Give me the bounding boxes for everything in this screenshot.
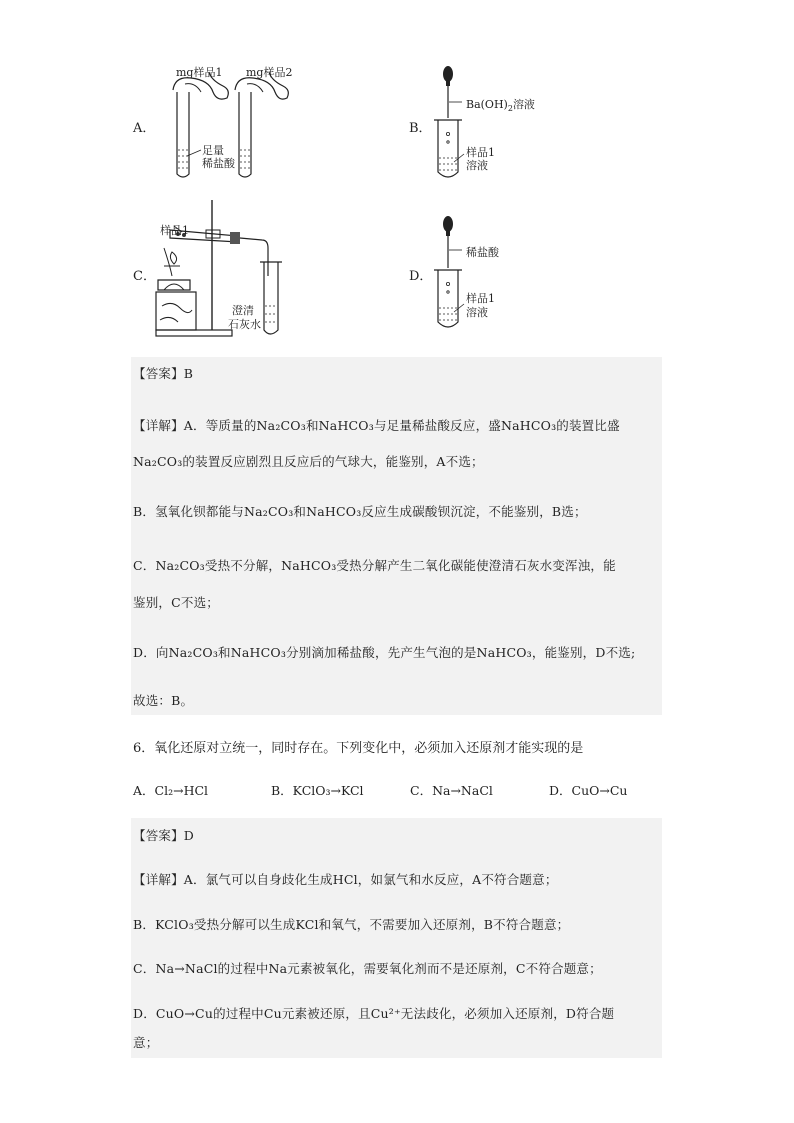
q6-detail-d-line2: 意； (133, 1035, 159, 1050)
q5-answer: 【答案】B (133, 366, 194, 381)
q6-option-a: A．Cl₂→HCl (133, 783, 209, 798)
figure-a-label-sample1: mg样品1 (176, 66, 223, 79)
figure-c-label-lime-2: 石灰水 (228, 318, 261, 331)
q6-option-c: C．Na→NaCl (410, 783, 493, 798)
figure-b-label-sample-2: 溶液 (466, 159, 488, 172)
figure-b-label-sample-1: 样品1 (466, 146, 495, 159)
figure-d-label-reagent: 稀盐酸 (466, 246, 499, 259)
option-a-letter: A． (133, 121, 156, 136)
q6-detail-d-line1: D．CuO→Cu的过程中Cu元素被还原，且Cu²⁺无法歧化，必须加入还原剂，D符合题 (133, 1006, 615, 1021)
figure-d-label-sample-2: 溶液 (466, 306, 488, 319)
q5-detail-a-line2: Na₂CO₃的装置反应剧烈且反应后的气球大，能鉴别，A不选； (133, 454, 484, 469)
option-b-letter: B． (409, 121, 432, 136)
q6-stem: 6．氧化还原对立统一，同时存在。下列变化中，必须加入还原剂才能实现的是 (133, 741, 584, 756)
figure-c-label-sample: 样品1 (160, 224, 189, 237)
q5-conclusion: 故选：B。 (133, 693, 194, 708)
option-d-letter: D． (409, 269, 433, 284)
q6-answer: 【答案】D (133, 828, 195, 843)
figure-d-label-sample-1: 样品1 (466, 292, 495, 305)
figure-c-label-lime-1: 澄清 (232, 304, 254, 317)
q5-answer-panel (131, 357, 662, 715)
q5-detail-d: D．向Na₂CO₃和NaHCO₃分别滴加稀盐酸，先产生气泡的是NaHCO₃，能鉴别，D不选; (133, 645, 636, 660)
figure-b-label-reagent: $Ba(OH)_2$溶液 (466, 98, 535, 114)
q5-detail-c-line1: C．Na₂CO₃受热不分解，NaHCO₃受热分解产生二氧化碳能使澄清石灰水变浑浊，能 (133, 558, 616, 573)
figure-a-label-acid-1: 足量 (202, 144, 224, 157)
q6-option-b: B．KClO₃→KCl (271, 783, 364, 798)
q6-detail-a: 【详解】A．氯气可以自身歧化生成HCl，如氯气和水反应，A不符合题意； (133, 872, 558, 887)
q6-answer-panel (131, 818, 662, 1058)
q6-detail-c: C．Na→NaCl的过程中Na元素被氧化，需要氧化剂而不是还原剂，C不符合题意； (133, 961, 602, 976)
q5-detail-b: B．氢氧化钡都能与Na₂CO₃和NaHCO₃反应生成碳酸钡沉淀，不能鉴别，B选； (133, 504, 587, 519)
figure-a-label-acid-2: 稀盐酸 (202, 157, 235, 170)
q6-detail-b: B．KClO₃受热分解可以生成KCl和氧气，不需要加入还原剂，B不符合题意； (133, 917, 570, 932)
q5-detail-a-line1: 【详解】A．等质量的Na₂CO₃和NaHCO₃与足量稀盐酸反应，盛NaHCO₃的装置比盛 (133, 418, 620, 433)
figure-a-balloon-apparatus (165, 62, 325, 182)
q6-option-d: D．CuO→Cu (549, 783, 628, 798)
option-c-letter: C． (133, 269, 156, 284)
q5-detail-c-line2: 鉴别，C不选； (133, 595, 219, 610)
figure-a-label-sample2: mg样品2 (246, 66, 293, 79)
figure-c-heating-apparatus (150, 196, 300, 346)
